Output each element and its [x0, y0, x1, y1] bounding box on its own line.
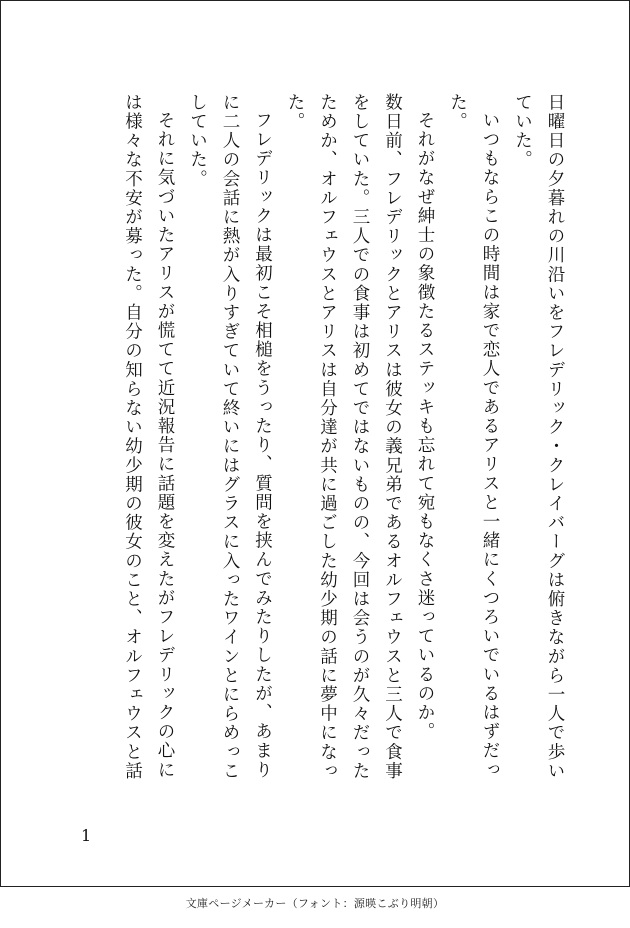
vertical-text-body: [71, 93, 571, 793]
paragraph-1: 日曜日の夕暮れの川沿いをフレデリック・クレイバーグは俯きながら一人で歩いていた。: [512, 93, 565, 781]
paragraph-4: 数日前、フレデリックとアリスは彼女の義兄弟であるオルフェウスと三人で食事をしていた。三人での食事は初めてではないものの、今回は会うのが久々だったためか、オルフェウスとアリスは自分達が共に過ごした幼少期の話に夢中になった。: [285, 93, 403, 781]
page-number: 1: [81, 826, 92, 845]
paragraph-2: いつもならこの時間は家で恋人であるアリスと一緒にくつろいでいるはずだった。: [447, 93, 500, 779]
footer-credit: 文庫ページメーカー（フォント：源暎こぶり明朝）: [185, 897, 445, 910]
paragraph-3: それがなぜ紳士の象徴たるステッキも忘れて宛もなくさ迷っているのか。: [415, 110, 435, 741]
paragraph-5: フレデリックは最初こそ相槌をうったり、質問を挟んでみたりしたが、あまりに二人の会話に熱が入りすぎていて終いにはグラスに入ったワインとにらめっこしていた。: [187, 93, 273, 781]
paragraph-6: それに気づいたアリスが慌てて近況報告に話題を変えたがフレデリックの心には様々な不安が募った。自分の知らない幼少期の彼女のこと、オルフェウスと話: [122, 93, 175, 781]
